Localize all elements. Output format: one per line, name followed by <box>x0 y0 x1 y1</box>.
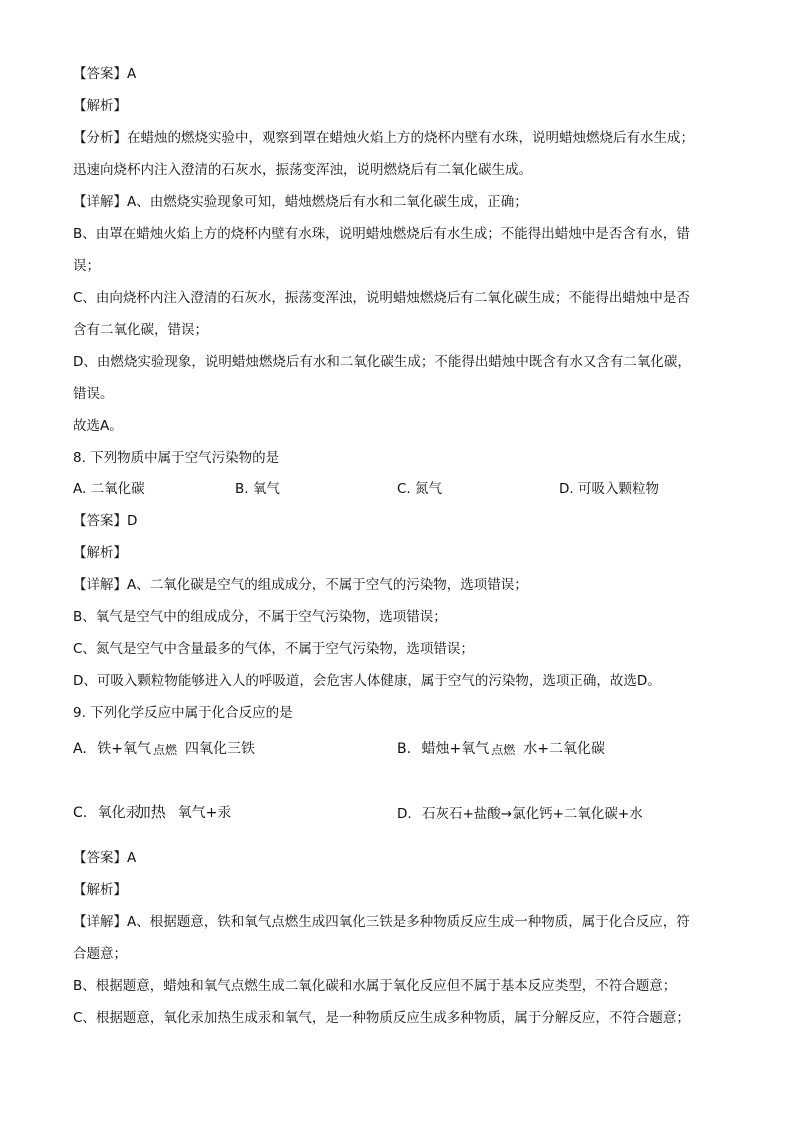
q7-detail-b-1: B、由罩在蜡烛火焰上方的烧杯内壁有水珠，说明蜡烛燃烧后有水生成；不能得出蜡烛中是否含有水，错 <box>73 226 690 242</box>
q7-detail-b-2: 误； <box>73 258 100 274</box>
q7-answer: 【答案】A <box>73 66 137 82</box>
q7-detail-a: 【详解】A、由燃烧实验现象可知，蜡烛燃烧后有水和二氧化碳生成，正确； <box>73 194 528 210</box>
q9-option-a-label: A. <box>73 741 87 757</box>
q8-detail-d: D、可吸入颗粒物能够进入人的呼吸道，会危害人体健康，属于空气的污染物，选项正确，故选D。 <box>73 673 661 689</box>
q7-detail-d-2: 错误。 <box>73 386 114 402</box>
q9-answer: 【答案】A <box>73 850 137 866</box>
q9-option-b-condition: 点燃 <box>491 743 516 757</box>
q8-option-b: B. 氧气 <box>235 481 280 497</box>
q9-option-d <box>397 802 643 822</box>
q9-option-a <box>73 738 255 758</box>
q8-stem: 8. 下列物质中属于空气污染物的是 <box>73 450 280 466</box>
q9-stem: 9. 下列化学反应中属于化合反应的是 <box>73 705 293 721</box>
q9-option-b-products: 水+二氧化碳 <box>523 741 605 757</box>
q9-option-c-products: 氧气+汞 <box>177 805 232 821</box>
q9-option-b-label: B. <box>397 741 412 757</box>
q8-detail-b: B、氧气是空气中的组成成分，不属于空气污染物，选项错误； <box>73 609 447 625</box>
q7-detail-c-2: 含有二氧化碳，错误； <box>73 322 208 338</box>
q9-option-c-condition: 加热 <box>135 803 166 821</box>
q7-fenxi-line-1: 【分析】在蜡烛的燃烧实验中，观察到罩在蜡烛火焰上方的烧杯内壁有水珠，说明蜡烛燃烧后有水生成； <box>73 130 694 146</box>
q8-detail-c: C、氮气是空气中含量最多的气体，不属于空气污染物，选项错误； <box>73 641 474 657</box>
q7-analysis-tag: 【解析】 <box>73 98 127 114</box>
q9-option-d-equation: 石灰石+盐酸→氯化钙+二氧化碳+水 <box>421 806 643 822</box>
q7-detail-d-1: D、由燃烧实验现象，说明蜡烛燃烧后有水和二氧化碳生成；不能得出蜡烛中既含有水又含有二氧化碳， <box>73 354 691 370</box>
q9-option-b <box>397 738 605 758</box>
q9-option-a-reactants: 铁+氧气 <box>97 741 151 757</box>
q9-option-c-label: C. <box>73 805 88 821</box>
q8-option-d: D. 可吸入颗粒物 <box>559 481 659 497</box>
q8-answer: 【答案】D <box>73 513 138 529</box>
q8-option-a: A. 二氧化碳 <box>73 481 145 497</box>
q9-option-c <box>73 802 231 822</box>
q9-option-b-reactants: 蜡烛+氧气 <box>421 741 490 757</box>
q9-detail-a-1: 【详解】A、根据题意，铁和氧气点燃生成四氧化三铁是多种物质反应生成一种物质，属于化合反应，符 <box>73 914 690 930</box>
q7-conclusion: 故选A。 <box>73 418 123 434</box>
q9-option-c-reactants: 氧化汞 <box>97 805 140 821</box>
q9-detail-b: B、根据题意，蜡烛和氧气点燃生成二氧化碳和水属于氧化反应但不属于基本反应类型，不符合题意； <box>73 978 677 994</box>
q9-option-a-condition: 点燃 <box>152 743 177 757</box>
q7-fenxi-line-2: 迅速向烧杯内注入澄清的石灰水，振荡变浑浊，说明燃烧后有二氧化碳生成。 <box>73 162 532 178</box>
q8-option-c: C. 氮气 <box>397 481 443 497</box>
q9-analysis-tag: 【解析】 <box>73 882 127 898</box>
q9-detail-a-2: 合题意； <box>73 946 127 962</box>
q8-analysis-tag: 【解析】 <box>73 545 127 561</box>
q8-detail-a: 【详解】A、二氧化碳是空气的组成成分，不属于空气的污染物，选项错误； <box>73 577 528 593</box>
q9-option-a-products: 四氧化三铁 <box>184 741 255 757</box>
q9-option-d-label: D. <box>397 806 412 822</box>
q9-detail-c: C、根据题意，氧化汞加热生成汞和氧气，是一种物质反应生成多种物质，属于分解反应，不符合题意； <box>73 1010 690 1026</box>
q7-detail-c-1: C、由向烧杯内注入澄清的石灰水，振荡变浑浊，说明蜡烛燃烧后有二氧化碳生成；不能得出蜡烛中是否 <box>73 290 690 306</box>
